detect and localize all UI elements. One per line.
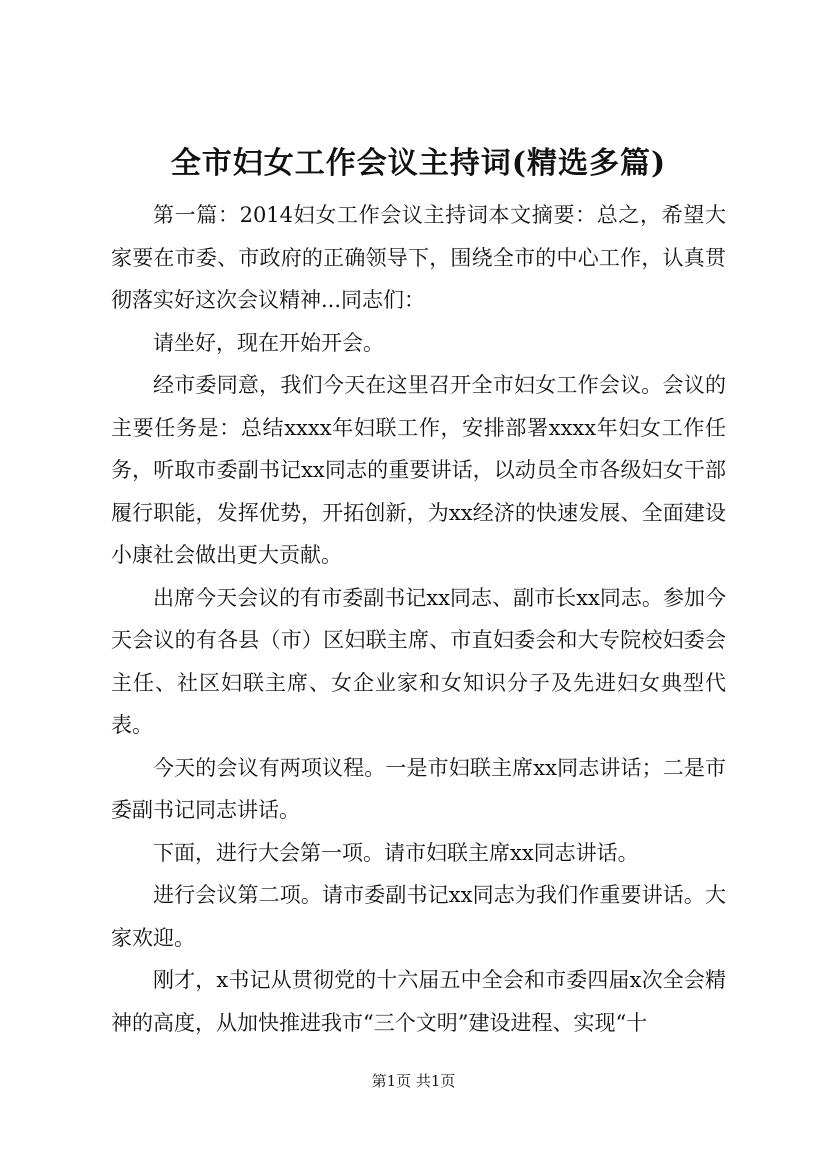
paragraph-8: 刚才，x书记从贯彻党的十六届五中全会和市委四届x次全会精神的高度，从加快推进我市“三个文明”建设进程、实现“十 (111, 968, 726, 1035)
paragraph-6: 下面，进行大会第一项。请市妇联主席xx同志讲话。 (153, 840, 639, 865)
paragraph-4: 出席今天会议的有市委副书记xx同志、副市长xx同志。参加今天会议的有各县（市）区妇联主席、市直妇委会和大专院校妇委会主任、社区妇联主席、女企业家和女知识分子及先进妇女典型代表。 (111, 585, 726, 737)
paragraph-3: 经市委同意，我们今天在这里召开全市妇女工作会议。会议的主要任务是：总结xxxx年妇联工作，安排部署xxxx年妇女工作任务，听取市委副书记xx同志的重要讲话，以动员全市各级妇女干部履行职能，发挥优势，开拓创新，为xx经济的快速发展、全面建设小康社会做出更大贡献。 (111, 373, 726, 567)
paragraph-1: 第一篇：2014妇女工作会议主持词本文摘要：总之，希望大家要在市委、市政府的正确领导下，围绕全市的中心工作，认真贯彻落实好这次会议精神...同志们： (111, 203, 726, 312)
document-title: 全市妇女工作会议主持词(精选多篇) (170, 146, 667, 181)
page-footer: 第1页 共1页 (371, 1072, 456, 1090)
paragraph-7: 进行会议第二项。请市委副书记xx同志为我们作重要讲话。大家欢迎。 (111, 883, 726, 950)
document-body (111, 194, 726, 1044)
paragraph-5: 今天的会议有两项议程。一是市妇联主席xx同志讲话；二是市委副书记同志讲话。 (111, 755, 726, 822)
paragraph-2: 请坐好，现在开始开会。 (153, 330, 384, 355)
